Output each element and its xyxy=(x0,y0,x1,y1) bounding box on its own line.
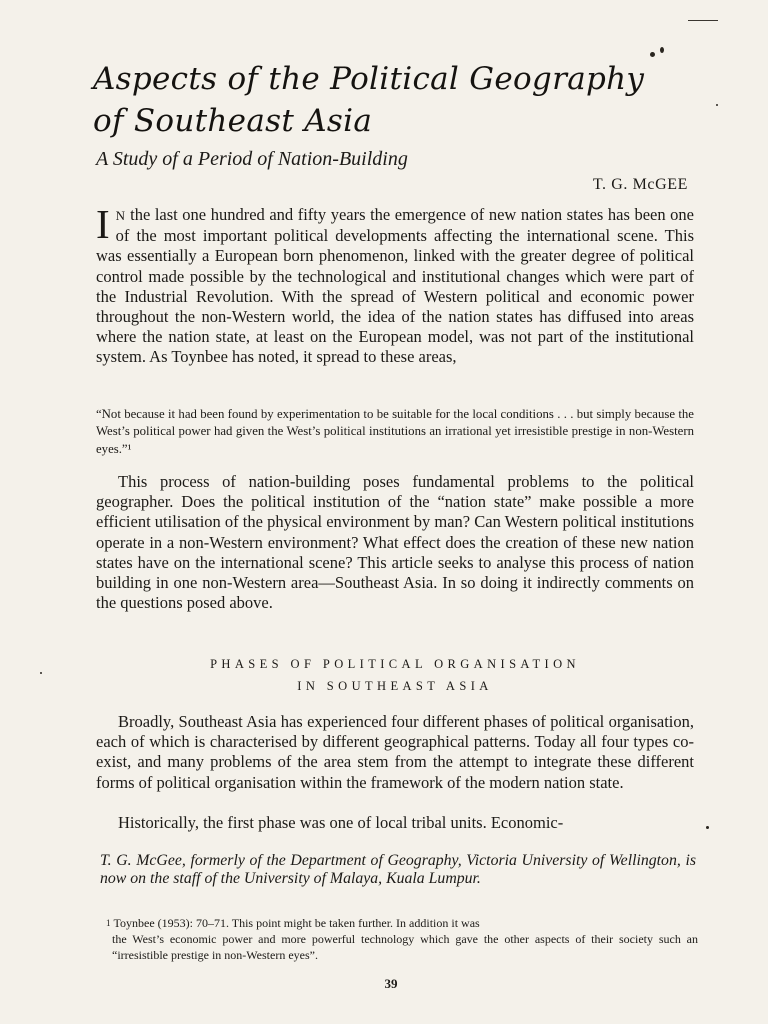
footnote-continuation: the West’s economic power and more powerful technology which gave the other aspects of their society such an “irresistible prestige in non-Western eyes”. xyxy=(112,932,698,962)
footnote xyxy=(106,915,698,963)
author-affiliation: T. G. McGee, formerly of the Department of Geography, Victoria University of Wellington, is now on the staff of the University of Malaya, Kuala Lumpur. xyxy=(100,852,696,887)
scan-mark xyxy=(688,20,718,21)
section-heading-line-1: PHASES OF POLITICAL ORGANISATION xyxy=(210,657,580,671)
scan-speck xyxy=(650,52,655,57)
title-line-2: of Southeast Asia xyxy=(93,103,373,139)
title-line-1: Aspects of the Political Geography xyxy=(93,61,645,97)
scan-speck xyxy=(716,104,718,106)
block-quote: “Not because it had been found by experimentation to be suitable for the local conditions . . . but simply because the West’s political power had given the West’s political institutions an irrational yet irresistible prestige in non-Western eyes.”¹ xyxy=(96,407,694,456)
intro-paragraph xyxy=(96,201,694,368)
lead-caps: N xyxy=(115,208,126,223)
paragraph-2: This process of nation-building poses fundamental problems to the political geographer. Does the political institution of the “nation state” make possible a more efficient utilisation of the physical environment by man? Can Western political institutions operate in a non-Western environment? What effect does the creation of these new nation states have on the international scene? This article seeks to analyse this process of nation building in one non-Western area—Southeast Asia. In so doing it indirectly comments on the questions posed above. xyxy=(96,472,694,613)
scan-speck xyxy=(706,826,709,829)
section-heading-line-2: IN SOUTHEAST ASIA xyxy=(297,679,493,693)
drop-cap: I xyxy=(96,201,110,247)
article-subtitle: A Study of a Period of Nation-Building xyxy=(96,148,408,170)
scan-speck xyxy=(660,47,664,53)
paragraph-3: Broadly, Southeast Asia has experienced four different phases of political organisation, each of which is characterised by different geographical patterns. Today all four types co-exist, and many problems of the area stem from the attempt to integrate these different forms of political organisation within the framework of the modern nation state. xyxy=(96,712,694,792)
footnote-line-1: Toynbee (1953): 70–71. This point might be taken further. In addition it was xyxy=(113,916,480,930)
page-number: 39 xyxy=(384,976,398,991)
footnote-mark: 1 xyxy=(106,918,111,928)
paragraph-4: Historically, the first phase was one of local tribal units. Economic- xyxy=(118,813,564,832)
author-name: T. G. McGEE xyxy=(592,176,688,193)
intro-text: the last one hundred and fifty years the emergence of new nation states has been one of the most important political developments affecting the international scene. This was essentially a European born phenomenon, linked with the greater degree of political control made possible by the technological and institutional changes which were part of the Industrial Revolution. With the spread of Western political and economic power throughout the non-Western world, the idea of the nation states has diffused into areas where the nation state, at least on the European model, was not part of the institutional system. As Toynbee has noted, it spread to these areas, xyxy=(96,205,694,367)
article-title xyxy=(93,58,693,142)
scan-speck xyxy=(40,672,42,674)
